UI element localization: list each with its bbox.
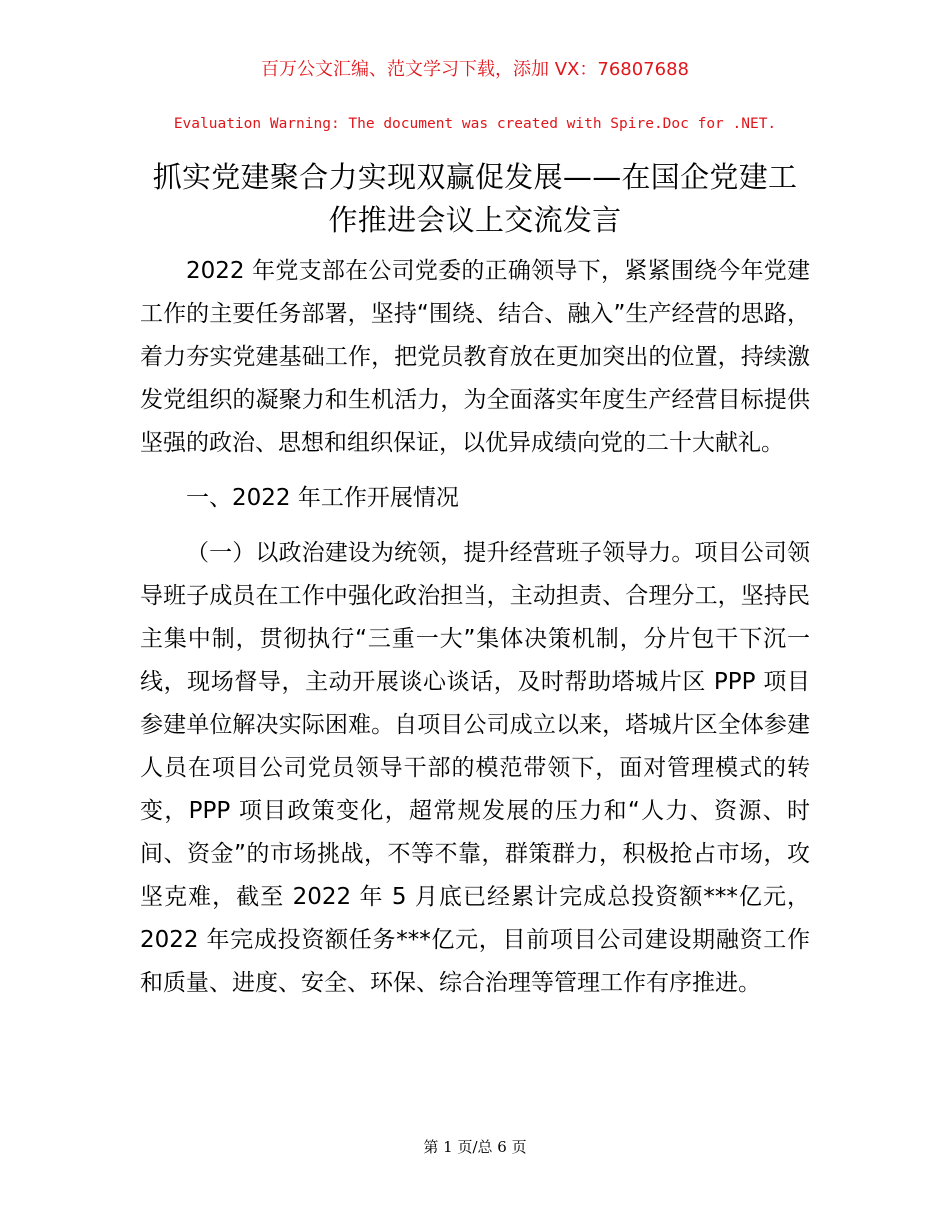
page-indicator: 第 1 页/总 6 页 <box>423 1138 527 1156</box>
document-body <box>140 250 810 1017</box>
intro-paragraph: 2022 年党支部在公司党委的正确领导下，紧紧围绕今年党建工作的主要任务部署，坚持“围绕、结合、融入”生产经营的思路，着力夯实党建基础工作，把党员教育放在更加突出的位置，持续激发党组织的凝聚力和生机活力，为全面落实年度生产经营目标提供坚强的政治、思想和组织保证，以优异成绩向党的二十大献礼。 <box>140 258 810 456</box>
section-heading: 一、2022 年工作开展情况 <box>186 485 459 511</box>
header-ad-text: 百万公文汇编、范文学习下载，添加 VX：76807688 <box>261 59 689 80</box>
body-paragraph: （一）以政治建设为统领，提升经营班子领导力。项目公司领导班子成员在工作中强化政治担当，主动担责、合理分工，坚持民主集中制，贯彻执行“三重一大”集体决策机制，分片包干下沉一线，现场督导，主动开展谈心谈话，及时帮助塔城片区 PPP 项目参建单位解决实际困难。自项目公司成立以来，塔城片区全体参建人员在项目公司党员领导干部的模范带领下，面对管理模式的转变，PPP 项目政策变化，超常规发展的压力和“人力、资源、时间、资金”的市场挑战，不等不靠，群策群力，积极抢占市场，攻坚克难，截至 2022 年 5 月底已经累计完成总投资额***亿元，2022 年完成投资额任务***亿元，目前项目公司建设期融资工作和质量、进度、安全、环保、综合治理等管理工作有序推进。 <box>140 540 810 996</box>
evaluation-warning: Evaluation Warning: The document was created with Spire.Doc for .NET. <box>173 116 777 132</box>
document-title: 抓实党建聚合力实现双赢促发展——在国企党建工作推进会议上交流发言 <box>152 160 798 237</box>
